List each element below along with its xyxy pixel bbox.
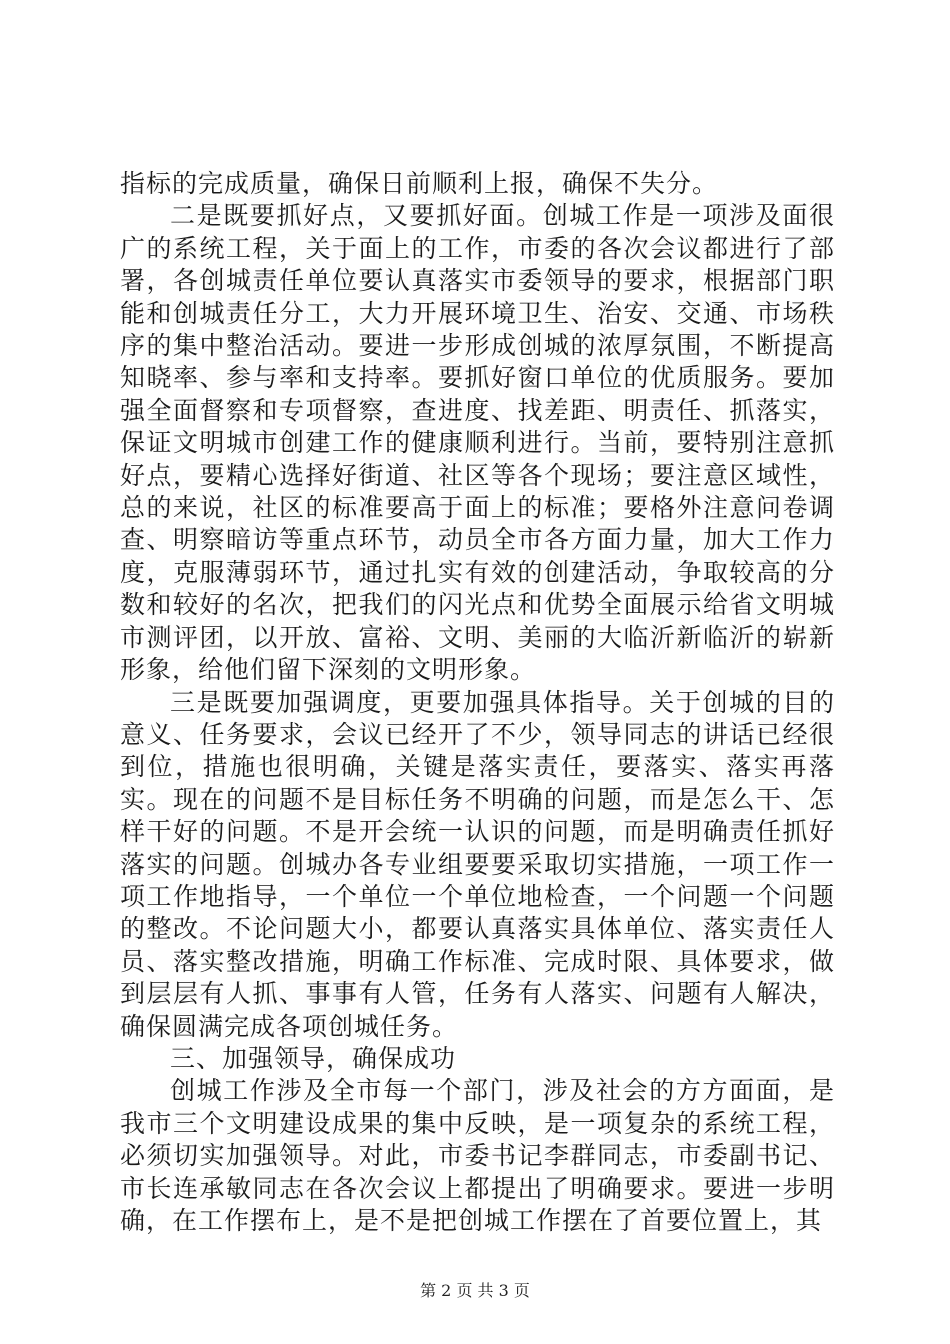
document-body xyxy=(120,168,835,1237)
page-footer: 第 2 页 共 3 页 xyxy=(420,1281,530,1300)
paragraph-1: 指标的完成质量，确保日前顺利上报，确保不失分。 xyxy=(120,169,719,198)
section-heading: 三、加强领导，确保成功 xyxy=(170,1043,457,1073)
paragraph-2: 二是既要抓好点，又要抓好面。创城工作是一项涉及面很广的系统工程，关于面上的工作，市委的各次会议都进行了部署，各创城责任单位要认真落实市委领导的要求，根据部门职能和创城责任分工，大力开展环境卫生、治安、交通、市场秩序的集中整治活动。要进一步形成创城的浓厚氛围，不断提高知晓率、参与率和支持率。要抓好窗口单位的优质服务。要加强全面督察和专项督察，查进度、找差距、明责任、抓落实，保证文明城市创建工作的健康顺利进行。当前，要特别注意抓好点，要精心选择好街道、社区等各个现场；要注意区域性，总的来说，社区的标准要高于面上的标准；要格外注意问卷调查、明察暗访等重点环节，动员全市各方面力量，加大工作力度，克服薄弱环节，通过扎实有效的创建活动，争取较高的分数和较好的名次，把我们的闪光点和优势全面展示给省文明城市测评团，以开放、富裕、文明、美丽的大临沂新临沂的崭新形象，给他们留下深刻的文明形象。 xyxy=(120,201,835,685)
paragraph-3: 三是既要加强调度，更要加强具体指导。关于创城的目的意义、任务要求，会议已经开了不少，领导同志的讲话已经很到位，措施也很明确，关键是落实责任，要落实、落实再落实。现在的问题不是目标任务不明确的问题，而是怎么干、怎样干好的问题。不是开会统一认识的问题，而是明确责任抓好落实的问题。创城办各专业组要要采取切实措施，一项工作一项工作地指导，一个单位一个单位地检查，一个问题一个问题的整改。不论问题大小，都要认真落实具体单位、落实责任人员、落实整改措施，明确工作标准、完成时限、具体要求，做到层层有人抓、事事有人管，任务有人落实、问题有人解决，确保圆满完成各项创城任务。 xyxy=(120,687,835,1041)
paragraph-4: 创城工作涉及全市每一个部门，涉及社会的方方面面，是我市三个文明建设成果的集中反映，是一项复杂的系统工程，必须切实加强领导。对此，市委书记李群同志，市委副书记、市长连承敏同志在各次会议上都提出了明确要求。要进一步明确，在工作摆布上，是不是把创城工作摆在了首要位置上，其 xyxy=(120,1076,835,1235)
